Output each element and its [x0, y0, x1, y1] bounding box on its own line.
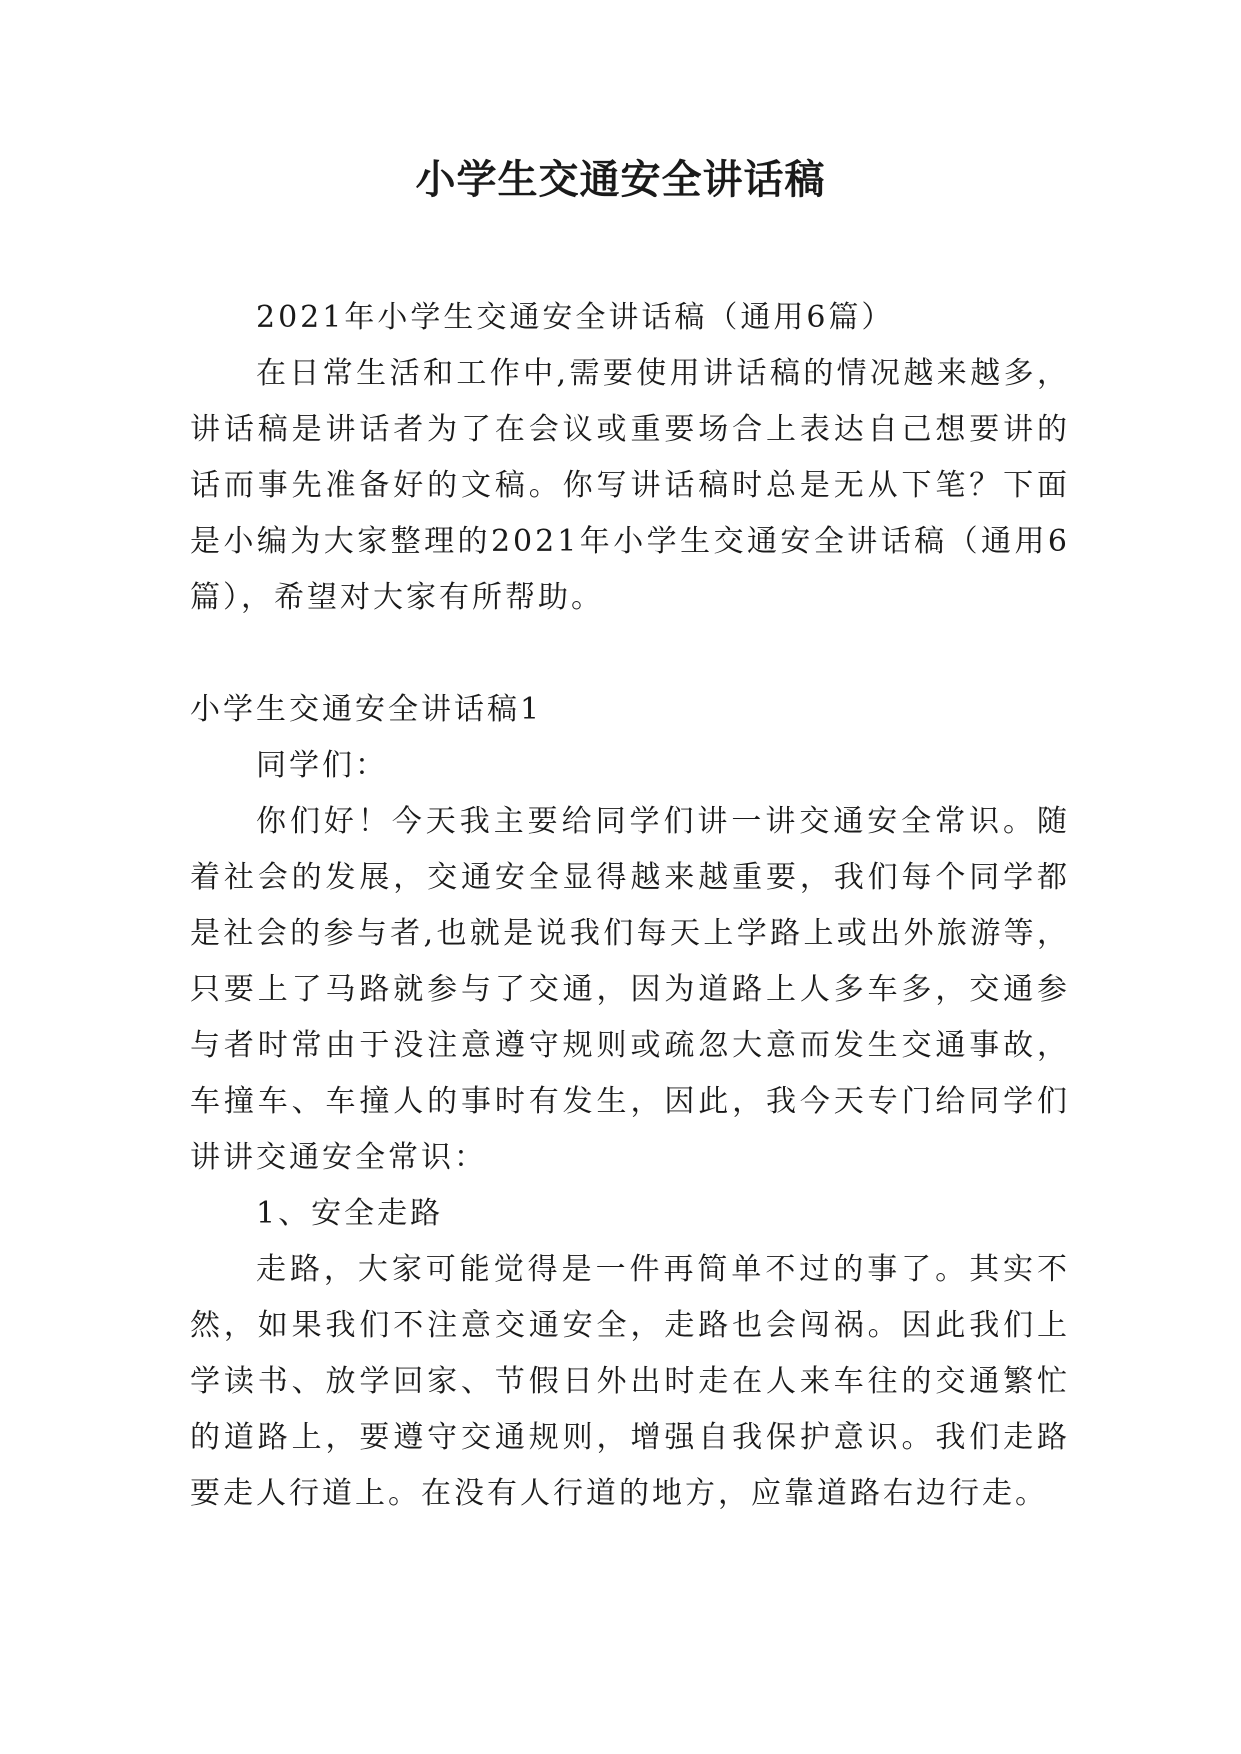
section-title: 小学生交通安全讲话稿1	[190, 692, 543, 727]
greeting: 同学们：	[256, 748, 388, 783]
intro-paragraph: 在日常生活和工作中,需要使用讲话稿的情况越来越多，讲话稿是讲话者为了在会议或重要场合上表达自己想要讲的话而事先准备好的文稿。你写讲话稿时总是无从下笔？下面是小编为大家整理的2021年小学生交通安全讲话稿（通用6篇），希望对大家有所帮助。	[190, 356, 1070, 615]
document-title: 小学生交通安全讲话稿	[415, 157, 826, 203]
document-body	[190, 290, 1070, 1522]
subheading: 1、安全走路	[256, 1196, 444, 1231]
paragraph-spacer	[190, 626, 1070, 682]
intro-heading: 2021年小学生交通安全讲话稿（通用6篇）	[256, 300, 895, 335]
body-paragraph: 你们好！今天我主要给同学们讲一讲交通安全常识。随着社会的发展，交通安全显得越来越重要，我们每个同学都是社会的参与者,也就是说我们每天上学路上或出外旅游等，只要上了马路就参与了交通，因为道路上人多车多，交通参与者时常由于没注意遵守规则或疏忽大意而发生交通事故，车撞车、车撞人的事时有发生，因此，我今天专门给同学们讲讲交通安全常识：	[190, 804, 1070, 1175]
body-paragraph: 走路，大家可能觉得是一件再简单不过的事了。其实不然，如果我们不注意交通安全，走路也会闯祸。因此我们上学读书、放学回家、节假日外出时走在人来车往的交通繁忙的道路上，要遵守交通规则，增强自我保护意识。我们走路要走人行道上。在没有人行道的地方，应靠道路右边行走。	[190, 1252, 1070, 1511]
